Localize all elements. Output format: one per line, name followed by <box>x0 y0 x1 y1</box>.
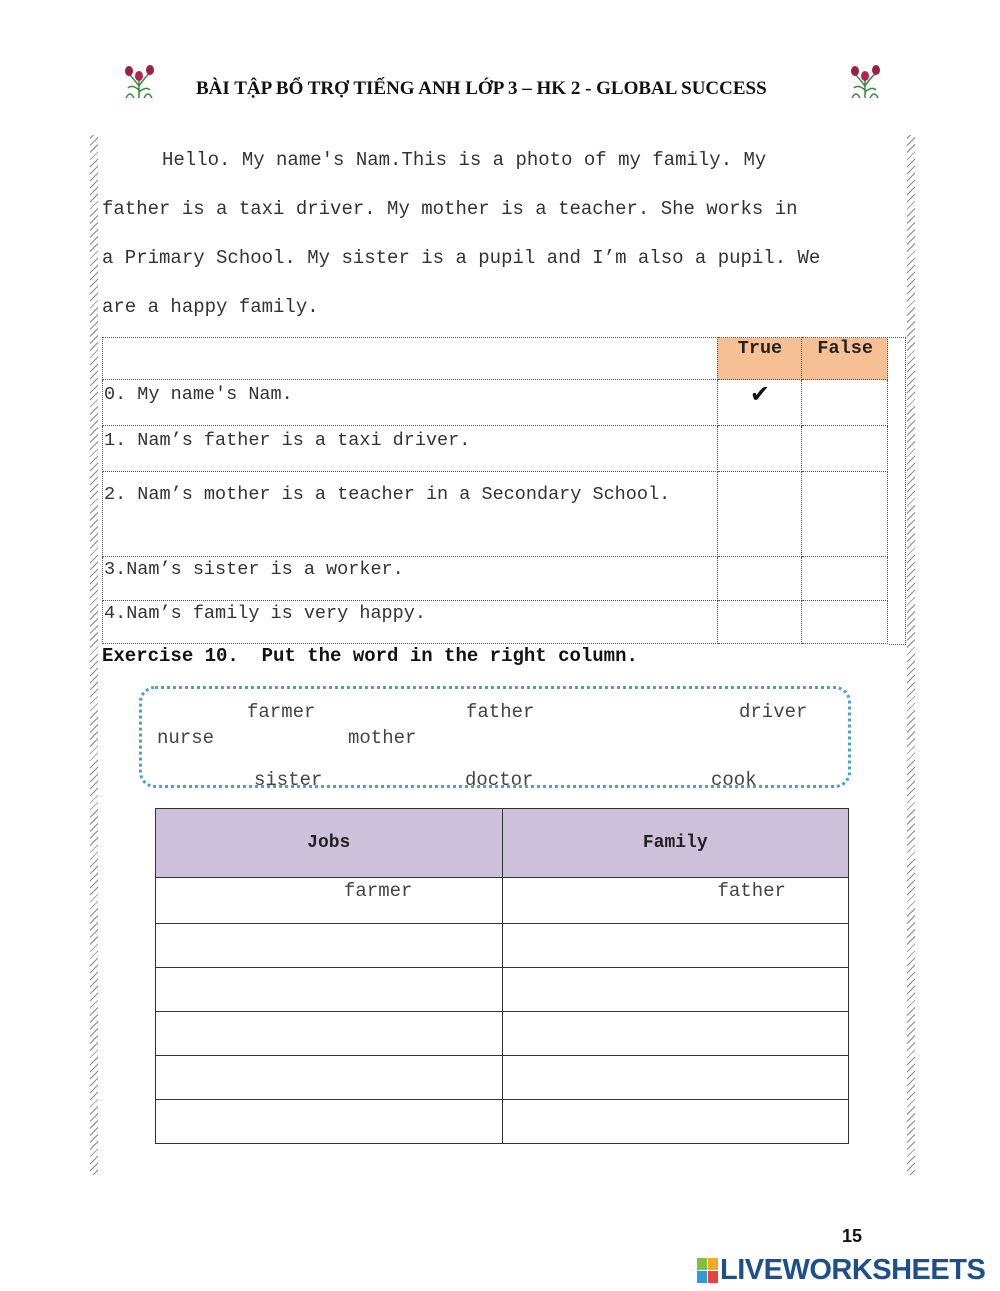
false-cell[interactable] <box>802 601 888 644</box>
family-header: Family <box>502 809 849 878</box>
liveworksheets-logo-icon <box>697 1254 985 1286</box>
jobs-cell[interactable] <box>156 1056 503 1100</box>
table-row <box>156 924 849 968</box>
jobs-cell[interactable] <box>156 968 503 1012</box>
statement-text: 3.Nam’s sister is a worker. <box>103 557 718 601</box>
word-bank-word[interactable]: doctor <box>465 769 534 791</box>
table-row <box>156 1012 849 1056</box>
check-icon: ✔ <box>749 380 770 408</box>
word-bank-word[interactable]: father <box>466 701 535 723</box>
true-cell[interactable] <box>717 601 802 644</box>
sorting-table <box>155 808 849 1144</box>
word-bank-word[interactable]: farmer <box>247 701 316 723</box>
passage-line: a Primary School. My sister is a pupil and I’m also a pupil. We <box>102 247 821 269</box>
family-cell[interactable] <box>502 968 849 1012</box>
page-number: 15 <box>842 1226 863 1246</box>
table-header-row <box>156 809 849 878</box>
false-cell[interactable] <box>802 472 888 557</box>
false-cell[interactable] <box>802 426 888 472</box>
table-row <box>156 1056 849 1100</box>
word-bank-word[interactable]: cook <box>711 769 757 791</box>
false-cell[interactable] <box>802 557 888 601</box>
false-cell[interactable] <box>802 380 888 426</box>
brand-name: LIVEWORKSHEETS <box>720 1253 986 1286</box>
logo-block <box>708 1271 718 1283</box>
false-header: False <box>802 338 888 380</box>
page-border-left <box>90 135 98 1175</box>
passage-line: father is a taxi driver. My mother is a teacher. She works in <box>102 198 798 220</box>
word-bank-word[interactable]: nurse <box>157 727 215 749</box>
page-title: BÀI TẬP BỔ TRỢ TIẾNG ANH LỚP 3 – HK 2 - GLOBAL SUCCESS <box>196 78 767 99</box>
word-bank-word[interactable]: mother <box>348 727 417 749</box>
true-cell[interactable] <box>717 426 802 472</box>
true-header: True <box>717 338 802 380</box>
table-row <box>103 380 888 426</box>
jobs-cell[interactable] <box>156 924 503 968</box>
jobs-cell[interactable]: farmer <box>156 878 503 924</box>
family-cell[interactable] <box>502 924 849 968</box>
family-cell[interactable] <box>502 1012 849 1056</box>
logo-blocks <box>697 1258 718 1283</box>
table-row <box>156 1100 849 1144</box>
passage-line: Hello. My name's Nam.This is a photo of my family. My <box>162 149 767 171</box>
table-header-row <box>103 338 888 380</box>
word-bank <box>139 686 851 791</box>
family-cell[interactable] <box>502 1100 849 1144</box>
page-border-right <box>907 135 915 1175</box>
table-row <box>103 557 888 601</box>
statement-text: 0. My name's Nam. <box>103 380 718 426</box>
true-false-table <box>102 337 888 644</box>
statement-text: 2. Nam’s mother is a teacher in a Secondary School. <box>103 472 718 557</box>
table-row <box>103 426 888 472</box>
logo-block <box>697 1258 707 1270</box>
passage-line: are a happy family. <box>102 296 319 318</box>
flower-icon <box>120 62 158 100</box>
true-cell[interactable] <box>717 557 802 601</box>
table-row <box>103 472 888 557</box>
logo-block <box>708 1258 718 1270</box>
exercise-title: Exercise 10. Put the word in the right column. <box>102 645 638 667</box>
word-bank-word[interactable]: driver <box>739 701 808 723</box>
flower-icon <box>846 62 884 100</box>
word-bank-word[interactable]: sister <box>254 769 323 791</box>
table-row <box>156 878 849 924</box>
family-cell[interactable] <box>502 1056 849 1100</box>
true-cell[interactable] <box>717 380 802 426</box>
jobs-cell[interactable] <box>156 1012 503 1056</box>
true-cell[interactable] <box>717 472 802 557</box>
reading-passage <box>102 136 902 332</box>
jobs-cell[interactable] <box>156 1100 503 1144</box>
table-row <box>156 968 849 1012</box>
table-side-column <box>889 337 906 645</box>
page-header <box>0 62 1000 112</box>
logo-block <box>697 1271 707 1283</box>
statement-text: 4.Nam’s family is very happy. <box>103 601 718 644</box>
jobs-header: Jobs <box>156 809 503 878</box>
table-row <box>103 601 888 644</box>
family-cell[interactable]: father <box>502 878 849 924</box>
table-header-empty <box>103 338 718 380</box>
statement-text: 1. Nam’s father is a taxi driver. <box>103 426 718 472</box>
